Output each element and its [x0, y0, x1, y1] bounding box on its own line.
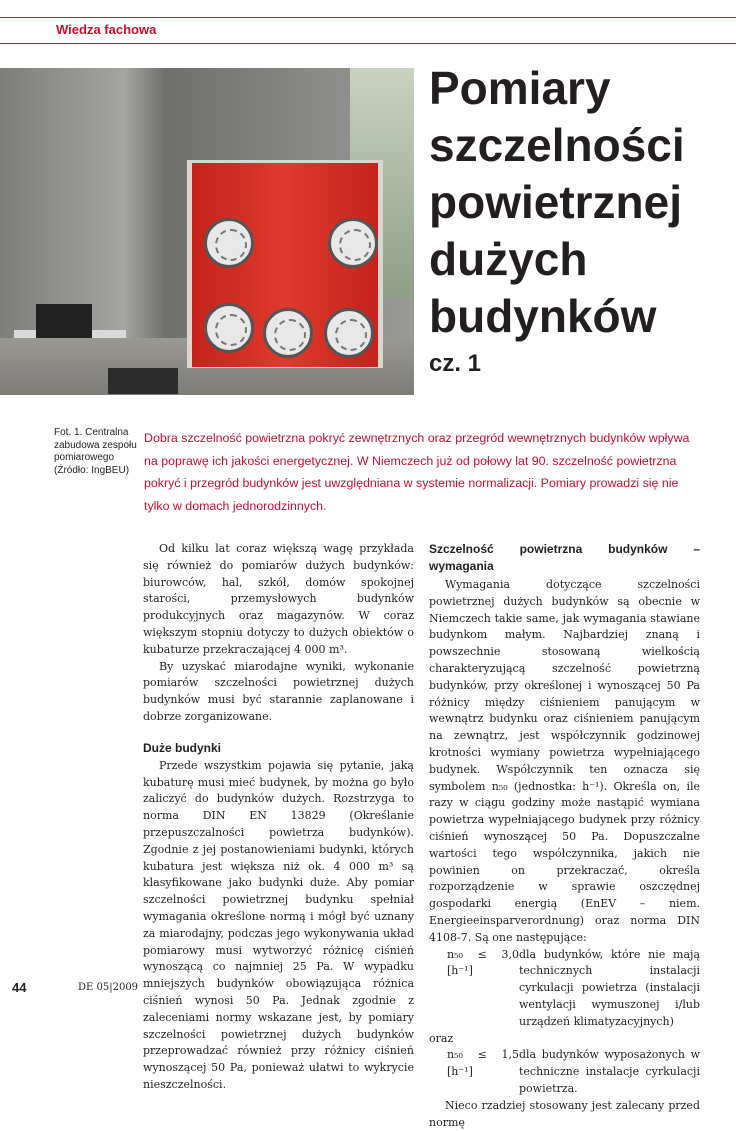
- paragraph: By uzyskać miarodajne wyniki, wykonanie pomiarów szczelności powietrznej dużych budynków musi być starannie zaplanowane i dobrze zorganizowane.: [143, 659, 414, 723]
- photo-caption: Fot. 1. Centralna zabudowa zespołu pomiarowego (Źródło: IngBEU): [54, 427, 137, 476]
- column-right: [429, 541, 700, 1131]
- paragraph: Wymagania dotyczące szczelności powietrznej dużych budynków są obecnie w Niemczech takie same, jak wymagania stawiane budynkom małym. Najbardziej znaną i powszechnie stosowaną wielkością charakteryzującą szczelność powietrzną budynków, przy określonej i wynoszącej 50 Pa różnicy między ciśnieniem panującym w wewnątrz budynku oraz ciśnieniem panującym na zewnątrz, jest współczynnik godzinowej krotności wymiany powietrza wypełniającego budynek. Współczynnik ten oznacza się symbolem n₅₀ (jednostka: h⁻¹). Określa on, ile razy w ciągu godziny może nastąpić wymiana powietrza wypełniającego budynek przy różnicy ciśnień wynoszącej 50 Pa. Dopuszczalne wartości tego współczynnika, jakich nie powinien on przekraczać, określa rozporządzenie w sprawie oszczędnej gospodarki energią (EnEV – niem. Energieeinsparverordnung) oraz norma DIN 4108-7. Są one następujące:: [429, 578, 700, 944]
- section-label: Wiedza fachowa: [56, 22, 157, 37]
- article-photo: [0, 68, 414, 395]
- page-number: 44: [12, 980, 27, 995]
- paragraph: Od kilku lat coraz większą wagę przykłada się również do pomiarów dużych budynków: biurowców, hal, szkół, domów spokojnej starości, przemysłowych budynków produkcyjnych oraz magazynów. W coraz większym stopniu dotyczy to dużych obiektów o kubaturze przekraczającej 4 000 m³.: [143, 542, 414, 656]
- requirement-text: dla budynków wyposażonych w techniczne instalacje cyrkulacji powietrza.: [519, 1048, 700, 1095]
- lead-paragraph: Dobra szczelność powietrzna pokryć zewnętrznych oraz przegród wewnętrznych budynków wpływa na poprawę ich jakości energetycznej. W Niemczech już od połowy lat 90. szczelność powietrzna pokryć i przegród budynków jest uwzględniana w systemie normalizacji. Pomiary prowadzi się nie tylko w domach jednorodzinnych.: [144, 431, 690, 513]
- header-rule-bottom: [0, 43, 736, 44]
- requirement-symbol: n₅₀ ≤ 3,0 [h⁻¹]: [447, 947, 519, 978]
- article-title: Pomiary szczelności powietrznej dużych budynków: [429, 62, 685, 342]
- paragraph: Nieco rzadziej stosowany jest zalecany przed normę: [429, 1098, 700, 1129]
- header-rule-top: [0, 17, 736, 18]
- requirement-text: dla budynków, które nie mają technicznych instalacji cyrkulacji powietrza (instalacji wentylacji wymuszonej i/lub urządzeń klimatyzacyjnych): [519, 947, 700, 1028]
- section-heading: Szczelność powietrzna budynków – wymagania: [429, 542, 700, 573]
- connector-text: oraz: [429, 1031, 454, 1045]
- paragraph: Przede wszystkim pojawia się pytanie, jaką kubaturę musi mieć budynek, by można go było zaliczyć do budynków dużych. Rozstrzyga to norma DIN EN 13829 (Określanie przepuszczalności powietrza budynków). Zgodnie z jej postanowieniami budynki, których kubatura jest większa niż ok. 4 000 m³ są klasyfikowane jako budynki duże. Aby pomiar szczelności powietrznej budynku spełniał wymagania określone normą i mógł być uznany za miarodajny, podczas jego wykonywania układ pomiarowy musi wytworzyć różnicę ciśnień wynoszącą co najmniej 25 Pa. W wypadku mniejszych budynków obowiązująca różnica ciśnień wynosi 50 Pa. Jednak zgodnie z zaleceniami normy wskazane jest, by pomiary szczelności powietrznej dużych budynków przeprowadzać również przy różnicy ciśnień wynoszącej 50 Pa, ponieważ ułatwi to wykrycie nieszczelności.: [143, 758, 414, 1091]
- issue-label: DE 05|2009: [78, 982, 139, 993]
- section-heading: Duże budynki: [143, 740, 222, 755]
- article-subtitle: cz. 1: [429, 350, 482, 377]
- requirement-symbol: n₅₀ ≤ 1,5 [h⁻¹]: [447, 1048, 519, 1079]
- requirement-row: [429, 947, 700, 1031]
- requirement-row: [429, 1047, 700, 1097]
- column-left: [143, 541, 414, 1094]
